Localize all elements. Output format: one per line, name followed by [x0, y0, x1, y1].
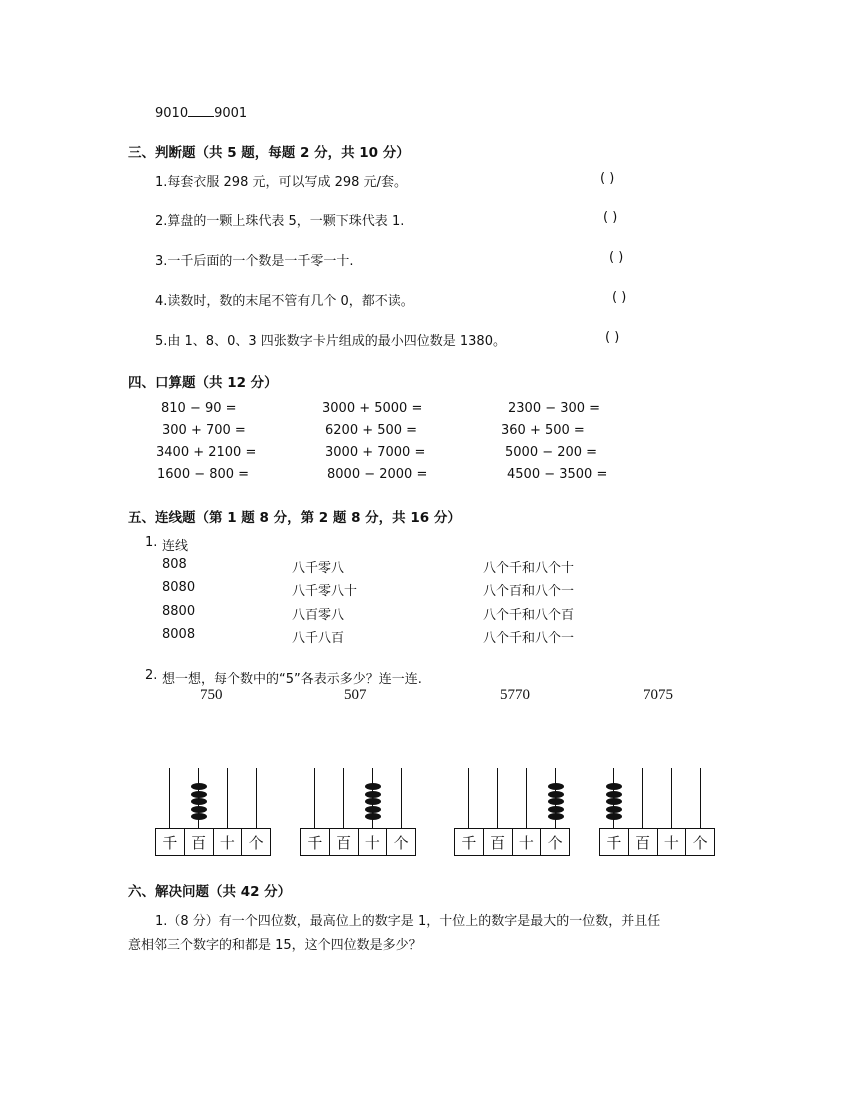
place-label: 千	[156, 829, 185, 855]
abacus-bead	[191, 806, 207, 813]
answer-paren-4[interactable]: ( )	[612, 290, 627, 305]
match-reading[interactable]: 八百零八	[292, 608, 345, 623]
abacus-bead	[606, 791, 622, 798]
abacus-rod	[526, 768, 528, 828]
match-number[interactable]: 507	[344, 687, 367, 703]
match-reading[interactable]: 八千零八十	[292, 584, 358, 599]
place-label: 百	[330, 829, 359, 855]
answer-paren-3[interactable]: ( )	[609, 250, 624, 265]
judge-item-4: 4.读数时，数的末尾不管有几个 0，都不读。	[155, 294, 414, 309]
q1-number: 1.	[145, 535, 158, 550]
place-label: 千	[455, 829, 484, 855]
q2-number: 2.	[145, 668, 158, 683]
match-composition[interactable]: 八个千和八个十	[483, 561, 575, 576]
abacus-bead	[606, 806, 622, 813]
calc-item: 3000 + 7000 =	[325, 445, 426, 460]
abacus-bead	[548, 791, 564, 798]
abacus-bead	[191, 783, 207, 790]
place-value-labels	[155, 828, 271, 856]
calc-item: 300 + 700 =	[162, 423, 246, 438]
answer-blank[interactable]	[188, 104, 214, 117]
abacus-bead	[606, 783, 622, 790]
place-label: 个	[393, 833, 409, 852]
calc-item: 2300 − 300 =	[508, 401, 601, 416]
place-value-labels	[454, 828, 570, 856]
abacus-bead	[548, 798, 564, 805]
calc-item: 360 + 500 =	[501, 423, 585, 438]
abacus[interactable]	[599, 768, 715, 856]
abacus-rod	[671, 768, 673, 828]
compare-right: 9001	[214, 106, 248, 121]
abacus-rod	[314, 768, 316, 828]
abacus-bead	[606, 813, 622, 820]
judge-item-1: 1.每套衣服 298 元，可以写成 298 元/套。	[155, 175, 407, 190]
place-label: 千	[301, 829, 330, 855]
place-label: 十	[359, 829, 388, 855]
q2-label: 想一想，每个数中的“5”各表示多少？连一连.	[162, 672, 422, 687]
section-3-heading: 三、判断题（共 5 题，每题 2 分，共 10 分）	[128, 145, 410, 161]
judge-item-2: 2.算盘的一颗上珠代表 5，一颗下珠代表 1.	[155, 214, 405, 229]
match-composition[interactable]: 八个千和八个一	[483, 631, 575, 646]
answer-paren-5[interactable]: ( )	[605, 330, 620, 345]
abacus-rod	[497, 768, 499, 828]
calc-item: 3000 + 5000 =	[322, 401, 423, 416]
match-composition[interactable]: 八个千和八个百	[483, 608, 575, 623]
section-4-heading: 四、口算题（共 12 分）	[128, 375, 278, 391]
answer-paren-2[interactable]: ( )	[603, 210, 618, 225]
match-number[interactable]: 8800	[162, 604, 196, 619]
match-reading[interactable]: 八千八百	[292, 631, 345, 646]
abacus-bead	[365, 783, 381, 790]
place-label: 个	[547, 833, 563, 852]
abacus[interactable]	[300, 768, 416, 856]
abacus-bead	[365, 791, 381, 798]
problem-1-line-1: 1.（8 分）有一个四位数，最高位上的数字是 1，十位上的数字是最大的一位数，并且任	[155, 914, 661, 929]
abacus-rod	[401, 768, 403, 828]
abacus-rod	[169, 768, 171, 828]
section-6-heading: 六、解决问题（共 42 分）	[128, 884, 292, 900]
match-number[interactable]: 8008	[162, 627, 196, 642]
compare-left: 9010	[155, 106, 189, 121]
judge-item-3: 3.一千后面的一个数是一千零一十.	[155, 254, 354, 269]
match-number[interactable]: 750	[200, 687, 223, 703]
place-value-labels	[599, 828, 715, 856]
abacus-rod	[343, 768, 345, 828]
place-label: 十	[214, 829, 243, 855]
place-label: 十	[513, 829, 542, 855]
calc-item: 810 − 90 =	[161, 401, 237, 416]
compare-item	[155, 104, 247, 121]
match-number[interactable]: 5770	[500, 687, 530, 703]
abacus-rod	[642, 768, 644, 828]
abacus-bead	[606, 798, 622, 805]
abacus-rod	[700, 768, 702, 828]
abacus-bead	[191, 791, 207, 798]
calc-item: 5000 − 200 =	[505, 445, 598, 460]
place-label: 个	[692, 833, 708, 852]
place-label: 千	[600, 829, 629, 855]
abacus-bead	[548, 806, 564, 813]
abacus-bead	[191, 798, 207, 805]
abacus[interactable]	[454, 768, 570, 856]
calc-item: 4500 − 3500 =	[507, 467, 608, 482]
q1-label: 连线	[162, 539, 189, 554]
calc-item: 1600 − 800 =	[157, 467, 250, 482]
match-composition[interactable]: 八个百和八个一	[483, 584, 575, 599]
place-label: 百	[629, 829, 658, 855]
place-label: 百	[484, 829, 513, 855]
abacus-rod	[256, 768, 258, 828]
match-number[interactable]: 8080	[162, 580, 196, 595]
place-value-labels	[300, 828, 416, 856]
abacus-rod	[227, 768, 229, 828]
place-label: 个	[248, 833, 264, 852]
match-number[interactable]: 808	[162, 557, 187, 572]
calc-item: 6200 + 500 =	[325, 423, 418, 438]
judge-item-5: 5.由 1、8、0、3 四张数字卡片组成的最小四位数是 1380。	[155, 334, 506, 349]
abacus-bead	[365, 798, 381, 805]
abacus-rod	[468, 768, 470, 828]
abacus-bead	[365, 813, 381, 820]
match-reading[interactable]: 八千零八	[292, 561, 345, 576]
abacus[interactable]	[155, 768, 271, 856]
calc-item: 8000 − 2000 =	[327, 467, 428, 482]
match-number[interactable]: 7075	[643, 687, 673, 703]
place-label: 百	[185, 829, 214, 855]
section-5-heading: 五、连线题（第 1 题 8 分，第 2 题 8 分，共 16 分）	[128, 510, 461, 526]
problem-1-line-2: 意相邻三个数字的和都是 15，这个四位数是多少？	[128, 938, 422, 953]
place-label: 十	[658, 829, 687, 855]
abacus-bead	[191, 813, 207, 820]
answer-paren-1[interactable]: ( )	[600, 171, 615, 186]
abacus-bead	[548, 783, 564, 790]
abacus-bead	[365, 806, 381, 813]
abacus-bead	[548, 813, 564, 820]
calc-item: 3400 + 2100 =	[156, 445, 257, 460]
